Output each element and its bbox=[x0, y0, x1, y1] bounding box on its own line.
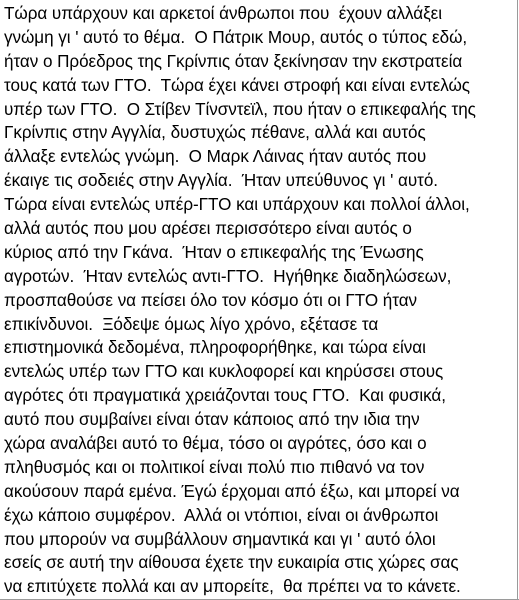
text-line: Γκρίνπις στην Αγγλία, δυστυχώς πέθανε, αλλά και αυτός bbox=[4, 123, 426, 143]
text-line: Τώρα υπάρχουν και αρκετοί άνθρωποι που έχουν αλλάξει bbox=[4, 4, 442, 23]
text-line: εσείς σε αυτή την αίθουσα έχετε την ευκαιρία στις χώρες σας bbox=[4, 553, 459, 573]
text-line: άλλαξε εντελώς γνώμη. Ο Μαρκ Λάινας ήταν αυτός που bbox=[4, 147, 427, 167]
text-line: έκαιγε τις σοδειές στην Αγγλία. Ήταν υπεύθυνος γι ' αυτό. bbox=[4, 171, 438, 191]
text-line: αγρότες ότι πραγματικά χρειάζονται τους ΓΤΟ. Και φυσικά, bbox=[4, 386, 446, 406]
text-line: αγροτών. Ήταν εντελώς αντι-ΓΤΟ. Ηγήθηκε διαδηλώσεων, bbox=[4, 266, 452, 286]
text-line: ήταν ο Πρόεδρος της Γκρίνπις όταν ξεκίνησαν την εκστρατεία bbox=[4, 51, 463, 71]
transcript-text bbox=[4, 2, 516, 599]
text-line: τους κατά των ΓΤΟ. Τώρα έχει κάνει στροφή και είναι εντελώς bbox=[4, 75, 470, 95]
text-line: που μπορούν να συμβάλλουν σημαντικά και γι ' αυτό όλοι bbox=[4, 529, 436, 549]
text-line: γνώμη γι ' αυτό το θέμα. Ο Πάτρικ Μουρ, αυτός ο τύπος εδώ, bbox=[4, 27, 468, 47]
page-border-right bbox=[517, 0, 518, 600]
text-line: έχω κάποιο συμφέρον. Αλλά οι ντόπιοι, είναι οι άνθρωποι bbox=[4, 505, 439, 525]
text-line: επιστημονικά δεδομένα, πληροφορήθηκε, και τώρα είναι bbox=[4, 338, 426, 358]
text-line: ακούσουν παρά εμένα. Έγώ έρχομαι από έξω, και μπορεί να bbox=[4, 481, 460, 501]
text-line: Τώρα είναι εντελώς υπέρ-ΓΤΟ και υπάρχουν και πολλοί άλλοι, bbox=[4, 195, 470, 215]
text-line: χώρα αναλάβει αυτό το θέμα, τόσο οι αγρότες, όσο και ο bbox=[4, 434, 427, 454]
text-line: επικίνδυνοι. Ξόδεψε όμως λίγο χρόνο, εξέτασε τα bbox=[4, 314, 379, 334]
text-line: να επιτύχετε πολλά και αν μπορείτε, θα πρέπει να το κάνετε. bbox=[4, 577, 461, 597]
text-line: αλλά αυτός που μου αρέσει περισσότερο είναι αυτός ο bbox=[4, 219, 412, 239]
text-line: αυτό που συμβαίνει είναι όταν κάποιος από την ιδια την bbox=[4, 410, 420, 430]
text-line: υπέρ των ΓΤΟ. Ο Στίβεν Τίνσντεϊλ, που ήταν ο επικεφαλής της bbox=[4, 99, 476, 119]
text-line: κύριος από την Γκάνα. Ήταν ο επικεφαλής της Ένωσης bbox=[4, 242, 424, 262]
text-line: προσπαθούσε να πείσει όλο τον κόσμο ότι οι ΓΤΟ ήταν bbox=[4, 290, 418, 310]
text-line: εντελώς υπέρ των ΓΤΟ και κυκλοφορεί και κηρύσσει στους bbox=[4, 362, 444, 382]
text-line: πληθυσμός και οι πολιτικοί είναι πολύ πιο πιθανό να τον bbox=[4, 457, 425, 477]
